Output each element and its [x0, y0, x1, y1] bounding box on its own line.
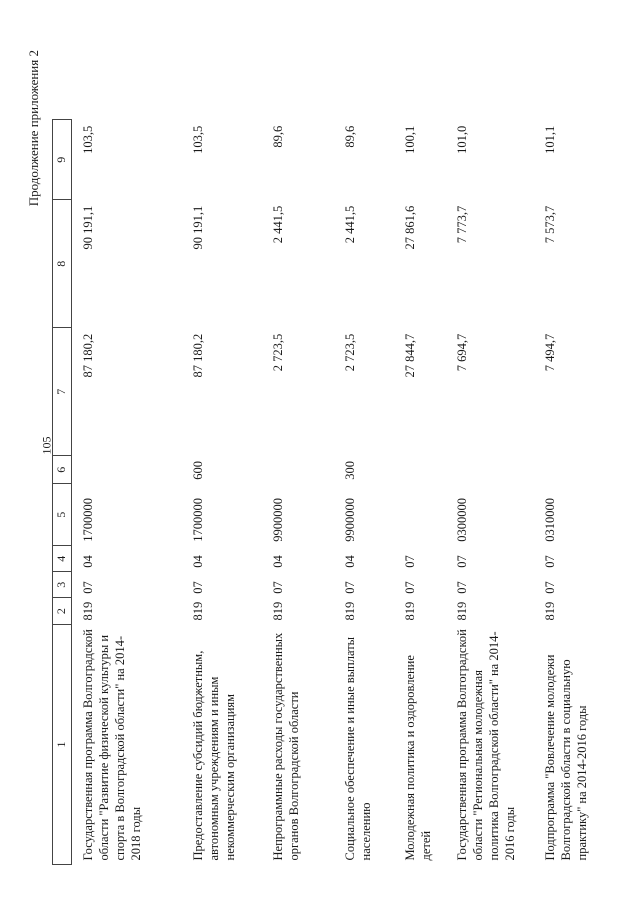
- row-cell-8: 2 441,5: [342, 205, 357, 244]
- col-header: 5: [53, 484, 72, 546]
- continuation-caption: Продолжение приложения 2: [26, 50, 41, 207]
- row-cell-3: 07: [454, 581, 469, 594]
- col-header: 8: [53, 200, 72, 328]
- col-header: 4: [53, 546, 72, 572]
- col-header: 3: [53, 572, 72, 598]
- row-cell-7: 87 180,2: [81, 333, 95, 378]
- row-cell-2: 819: [342, 601, 357, 621]
- row-cell-2: 819: [542, 601, 557, 621]
- row-cell-2: 819: [190, 601, 205, 621]
- table-row: [394, 120, 446, 865]
- row-cell-5: [394, 484, 446, 546]
- row-cell-7: 87 180,2: [190, 333, 205, 378]
- row-label: Социальное обеспечение и иные выплаты населению: [342, 636, 373, 861]
- row-cell-4: 04: [270, 555, 285, 568]
- table-row: [72, 120, 182, 865]
- table-row: [446, 120, 534, 865]
- row-label: Предоставление субсидий бюджетным, автономным учреждениям и иным некоммерческим организациям: [190, 650, 237, 861]
- row-label: Подпрограмма "Вовлечение молодежи Волгоградской области в социальную практику" на 2014-2016 годы: [542, 654, 589, 861]
- row-cell-6: 300: [342, 461, 357, 480]
- row-cell-8: 90 191,1: [190, 205, 205, 250]
- row-cell-4: 07: [542, 555, 557, 568]
- row-cell-3: 07: [542, 581, 557, 594]
- row-cell-9: 89,6: [270, 125, 285, 148]
- row-cell-6: [446, 456, 534, 484]
- row-cell-3: 07: [342, 581, 357, 594]
- table-row: [182, 120, 262, 865]
- row-cell-2: 819: [402, 601, 417, 621]
- row-cell-3: 07: [190, 581, 205, 594]
- row-cell-6: [72, 456, 182, 484]
- row-cell-4: 04: [342, 555, 357, 568]
- row-cell-8: 7 773,7: [454, 205, 469, 244]
- row-cell-3: 07: [270, 581, 285, 594]
- row-cell-9: 100,1: [402, 125, 417, 154]
- row-cell-9: 103,5: [81, 125, 95, 154]
- row-cell-9: 103,5: [190, 125, 205, 154]
- row-cell-5: 1700000: [81, 498, 95, 542]
- table-row: [262, 120, 334, 865]
- row-cell-8: 27 861,6: [402, 205, 417, 250]
- row-cell-8: 2 441,5: [270, 205, 285, 244]
- header-row: [53, 120, 72, 865]
- row-cell-2: 819: [81, 601, 95, 621]
- page-number: 105: [39, 436, 54, 455]
- rotated-page: [20, 25, 620, 875]
- budget-table: [52, 119, 604, 865]
- row-cell-7: 7 494,7: [542, 333, 557, 372]
- row-label: Государственная программа Волгоградской области "Региональная молодежная политика Волгоградской области" на 2014-2016 годы: [454, 629, 517, 861]
- row-cell-8: 7 573,7: [542, 205, 557, 244]
- row-cell-5: 9900000: [342, 498, 357, 542]
- table-row: [534, 120, 604, 865]
- row-cell-4: 07: [402, 555, 417, 568]
- row-label: Государственная программа Волгоградской области "Развитие физической культуры и спорта в Волгоградской области" на 2014-2018 годы: [81, 629, 143, 861]
- row-cell-7: 2 723,5: [342, 333, 357, 372]
- row-cell-9: 101,0: [454, 125, 469, 154]
- row-cell-9: 101,1: [542, 125, 557, 154]
- row-cell-7: 2 723,5: [270, 333, 285, 372]
- col-header: 2: [53, 598, 72, 625]
- col-header: 1: [53, 625, 72, 865]
- table-row: [334, 120, 394, 865]
- row-cell-6: [534, 456, 604, 484]
- row-cell-6: 600: [190, 461, 205, 480]
- row-cell-2: 819: [454, 601, 469, 621]
- row-cell-5: 0310000: [542, 498, 557, 542]
- row-cell-8: 90 191,1: [81, 205, 95, 250]
- row-cell-3: 07: [81, 581, 95, 594]
- row-cell-3: 07: [402, 581, 417, 594]
- row-cell-4: 07: [454, 555, 469, 568]
- row-cell-2: 819: [270, 601, 285, 621]
- row-label: Непрограммные расходы государственных органов Волгоградской области: [270, 632, 301, 861]
- row-cell-7: 7 694,7: [454, 333, 469, 372]
- row-cell-6: [262, 456, 334, 484]
- col-header: 7: [53, 328, 72, 456]
- row-cell-5: 1700000: [190, 498, 205, 542]
- row-cell-9: 89,6: [342, 125, 357, 148]
- row-cell-5: 9900000: [270, 498, 285, 542]
- row-cell-5: 0300000: [454, 498, 469, 542]
- col-header: 6: [53, 456, 72, 484]
- row-cell-4: 04: [190, 555, 205, 568]
- col-header: 9: [53, 120, 72, 200]
- row-cell-4: 04: [81, 555, 95, 568]
- row-label: Молодежная политика и оздоровление детей: [402, 655, 433, 861]
- row-cell-7: 27 844,7: [402, 333, 417, 378]
- row-cell-6: [394, 456, 446, 484]
